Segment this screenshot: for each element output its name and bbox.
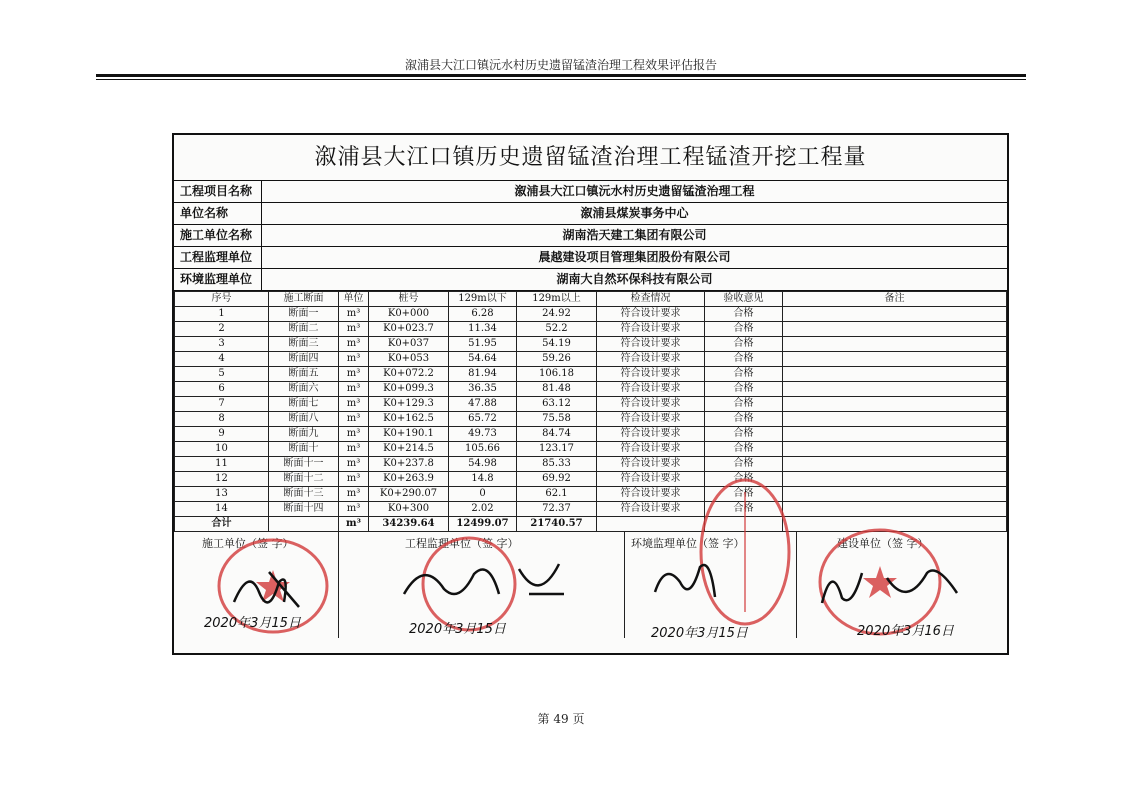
signature — [645, 552, 725, 612]
table-cell: K0+099.3 — [369, 382, 449, 397]
table-cell: m³ — [339, 352, 369, 367]
table-row — [175, 487, 1007, 502]
table-cell: m³ — [339, 457, 369, 472]
table-cell: 符合设计要求 — [597, 307, 705, 322]
table-cell: 符合设计要求 — [597, 337, 705, 352]
table-cell: 符合设计要求 — [597, 487, 705, 502]
info-label: 工程项目名称 — [174, 181, 262, 202]
column-header: 桩号 — [369, 292, 449, 307]
table-cell: K0+072.2 — [369, 367, 449, 382]
table-cell: K0+237.8 — [369, 457, 449, 472]
table-cell: 合格 — [705, 367, 783, 382]
table-cell: 11.34 — [449, 322, 517, 337]
table-cell — [783, 427, 1007, 442]
table-cell: m³ — [339, 442, 369, 457]
signature-date: 2020年3月15日 — [651, 626, 748, 641]
table-total-cell: 34239.64 — [369, 517, 449, 532]
info-value: 溆浦县煤炭事务中心 — [580, 206, 689, 220]
info-value: 湖南大自然环保科技有限公司 — [556, 272, 713, 286]
table-cell: 断面十 — [269, 442, 339, 457]
table-cell: 符合设计要求 — [597, 442, 705, 457]
table-cell: 54.19 — [517, 337, 597, 352]
table-cell: 4 — [175, 352, 269, 367]
table-cell — [783, 487, 1007, 502]
table-row — [175, 367, 1007, 382]
table-cell: 105.66 — [449, 442, 517, 457]
table-cell: 符合设计要求 — [597, 427, 705, 442]
table-cell: m³ — [339, 322, 369, 337]
table-cell: m³ — [339, 412, 369, 427]
table-cell: 14 — [175, 502, 269, 517]
info-label: 施工单位名称 — [174, 225, 262, 246]
table-cell: 72.37 — [517, 502, 597, 517]
table-cell: K0+129.3 — [369, 397, 449, 412]
table-cell: 断面二 — [269, 322, 339, 337]
table-cell: 5 — [175, 367, 269, 382]
column-header: 单位 — [339, 292, 369, 307]
table-cell: 0 — [449, 487, 517, 502]
column-header: 备注 — [783, 292, 1007, 307]
table-cell: 符合设计要求 — [597, 352, 705, 367]
table-cell: 断面七 — [269, 397, 339, 412]
column-header: 施工断面 — [269, 292, 339, 307]
table-cell: 84.74 — [517, 427, 597, 442]
table-row — [175, 457, 1007, 472]
table-total-cell: m³ — [339, 517, 369, 532]
table-cell: 断面一 — [269, 307, 339, 322]
info-value: 晨越建设项目管理集团股份有限公司 — [538, 250, 731, 264]
info-label: 环境监理单位 — [174, 269, 262, 290]
signature-block-supervisor — [338, 532, 624, 638]
table-cell: 合格 — [705, 397, 783, 412]
table-cell: 合格 — [705, 457, 783, 472]
table-row — [175, 397, 1007, 412]
signature-block-owner — [796, 532, 1007, 638]
signature-date: 2020年3月16日 — [857, 624, 954, 639]
info-label: 工程监理单位 — [174, 247, 262, 268]
table-cell: 合格 — [705, 427, 783, 442]
page-header: 溆浦县大江口镇沅水村历史遗留锰渣治理工程效果评估报告 — [404, 58, 717, 72]
table-cell: 断面十二 — [269, 472, 339, 487]
table-cell: 符合设计要求 — [597, 367, 705, 382]
table-cell: 断面八 — [269, 412, 339, 427]
table-cell: 8 — [175, 412, 269, 427]
signature-date: 2020年3月15日 — [409, 622, 506, 637]
table-cell: 6 — [175, 382, 269, 397]
table-cell: K0+053 — [369, 352, 449, 367]
table-row — [175, 322, 1007, 337]
signature — [399, 554, 569, 614]
table-cell: 断面四 — [269, 352, 339, 367]
table-cell: m³ — [339, 427, 369, 442]
table-cell: K0+190.1 — [369, 427, 449, 442]
table-cell: m³ — [339, 502, 369, 517]
table-row — [175, 307, 1007, 322]
table-cell: 合格 — [705, 487, 783, 502]
table-cell: 10 — [175, 442, 269, 457]
table-cell: K0+162.5 — [369, 412, 449, 427]
info-row-project — [174, 181, 1007, 203]
table-cell: 81.48 — [517, 382, 597, 397]
table-cell: m³ — [339, 472, 369, 487]
info-row-unit — [174, 203, 1007, 225]
table-row — [175, 427, 1007, 442]
table-row — [175, 382, 1007, 397]
table-cell: 52.2 — [517, 322, 597, 337]
table-cell — [783, 502, 1007, 517]
table-cell: 合格 — [705, 337, 783, 352]
table-total-cell — [269, 517, 339, 532]
table-cell: 合格 — [705, 307, 783, 322]
table-row — [175, 412, 1007, 427]
table-cell — [783, 337, 1007, 352]
info-value: 湖南浩天建工集团有限公司 — [562, 228, 707, 242]
table-cell: m³ — [339, 382, 369, 397]
table-cell: 6.28 — [449, 307, 517, 322]
signature-block-env-supervisor — [624, 532, 796, 641]
signature-label: 建设单位（签 字） — [837, 537, 929, 550]
table-row — [175, 442, 1007, 457]
table-cell: K0+023.7 — [369, 322, 449, 337]
table-cell: 合格 — [705, 412, 783, 427]
table-cell: 24.92 — [517, 307, 597, 322]
table-cell: 合格 — [705, 352, 783, 367]
table-total-cell: 21740.57 — [517, 517, 597, 532]
table-cell: 106.18 — [517, 367, 597, 382]
table-cell: 合格 — [705, 442, 783, 457]
table-cell: 69.92 — [517, 472, 597, 487]
table-cell — [783, 382, 1007, 397]
table-row — [175, 502, 1007, 517]
table-cell: 9 — [175, 427, 269, 442]
table-cell — [783, 442, 1007, 457]
table-cell: 51.95 — [449, 337, 517, 352]
table-cell: m³ — [339, 337, 369, 352]
info-row-contractor — [174, 225, 1007, 247]
column-header: 检查情况 — [597, 292, 705, 307]
table-cell: 36.35 — [449, 382, 517, 397]
table-cell: 断面五 — [269, 367, 339, 382]
table-cell: K0+300 — [369, 502, 449, 517]
table-cell: K0+000 — [369, 307, 449, 322]
table-cell — [783, 472, 1007, 487]
table-cell: 85.33 — [517, 457, 597, 472]
table-cell — [783, 412, 1007, 427]
table-row — [175, 472, 1007, 487]
table-cell: 断面十四 — [269, 502, 339, 517]
table-cell: 13 — [175, 487, 269, 502]
form-title: 溆浦县大江口镇历史遗留锰渣治理工程锰渣开挖工程量 — [174, 135, 1007, 181]
table-cell: m³ — [339, 307, 369, 322]
table-cell: 符合设计要求 — [597, 412, 705, 427]
table-cell — [783, 352, 1007, 367]
table-cell: 12 — [175, 472, 269, 487]
table-cell: 3 — [175, 337, 269, 352]
table-cell: 2.02 — [449, 502, 517, 517]
table-cell: 2 — [175, 322, 269, 337]
table-cell: 符合设计要求 — [597, 382, 705, 397]
table-cell: 14.8 — [449, 472, 517, 487]
table-cell: 符合设计要求 — [597, 457, 705, 472]
table-cell: 1 — [175, 307, 269, 322]
table-cell: 11 — [175, 457, 269, 472]
column-header: 序号 — [175, 292, 269, 307]
table-cell: 54.64 — [449, 352, 517, 367]
table-cell: 符合设计要求 — [597, 397, 705, 412]
table-row — [175, 352, 1007, 367]
table-cell: 63.12 — [517, 397, 597, 412]
column-header: 129m以上 — [517, 292, 597, 307]
table-cell: K0+263.9 — [369, 472, 449, 487]
signature — [817, 558, 967, 618]
table-cell — [783, 367, 1007, 382]
table-cell: 7 — [175, 397, 269, 412]
signature-block-contractor — [174, 532, 338, 638]
signature-label: 工程监理单位（签 字） — [405, 537, 519, 550]
table-cell: 59.26 — [517, 352, 597, 367]
table-cell: 符合设计要求 — [597, 472, 705, 487]
table-cell: 断面三 — [269, 337, 339, 352]
table-cell: 合格 — [705, 382, 783, 397]
table-header-row — [175, 292, 1007, 307]
signature-label: 环境监理单位（签 字） — [631, 537, 745, 550]
table-cell: 62.1 — [517, 487, 597, 502]
page-footer: 第 49 页 — [537, 712, 585, 726]
info-label: 单位名称 — [174, 203, 262, 224]
table-total-cell — [597, 517, 705, 532]
table-cell: 断面十一 — [269, 457, 339, 472]
table-cell: 断面九 — [269, 427, 339, 442]
table-cell — [783, 397, 1007, 412]
column-header: 验收意见 — [705, 292, 783, 307]
table-cell: 符合设计要求 — [597, 322, 705, 337]
header-rule-thin — [96, 79, 1026, 80]
quantity-table — [174, 291, 1007, 532]
table-cell: 符合设计要求 — [597, 502, 705, 517]
scanned-form — [172, 133, 1009, 655]
table-cell: K0+290.07 — [369, 487, 449, 502]
table-cell — [783, 457, 1007, 472]
info-value: 溆浦县大江口镇沅水村历史遗留锰渣治理工程 — [514, 184, 755, 198]
table-cell: 49.73 — [449, 427, 517, 442]
info-row-env-supervisor — [174, 269, 1007, 291]
table-cell: 合格 — [705, 502, 783, 517]
table-cell — [783, 322, 1007, 337]
signature-area — [174, 532, 1007, 641]
table-cell: 54.98 — [449, 457, 517, 472]
table-total-cell: 12499.07 — [449, 517, 517, 532]
table-cell: 123.17 — [517, 442, 597, 457]
table-cell: 81.94 — [449, 367, 517, 382]
table-cell: 75.58 — [517, 412, 597, 427]
signature — [229, 562, 309, 612]
table-cell: 断面十三 — [269, 487, 339, 502]
signature-date: 2020年3月15日 — [204, 616, 301, 631]
signature-label: 施工单位（签 字） — [202, 537, 294, 550]
table-cell: K0+037 — [369, 337, 449, 352]
table-cell: m³ — [339, 367, 369, 382]
table-cell: K0+214.5 — [369, 442, 449, 457]
table-cell: 65.72 — [449, 412, 517, 427]
table-cell: 合格 — [705, 322, 783, 337]
table-cell: 断面六 — [269, 382, 339, 397]
table-cell: m³ — [339, 487, 369, 502]
info-row-supervisor — [174, 247, 1007, 269]
column-header: 129m以下 — [449, 292, 517, 307]
table-cell: m³ — [339, 397, 369, 412]
table-cell: 47.88 — [449, 397, 517, 412]
table-row — [175, 337, 1007, 352]
table-cell — [783, 307, 1007, 322]
header-rule-thick — [96, 74, 1026, 77]
table-total-cell: 合计 — [175, 517, 269, 532]
table-cell: 合格 — [705, 472, 783, 487]
